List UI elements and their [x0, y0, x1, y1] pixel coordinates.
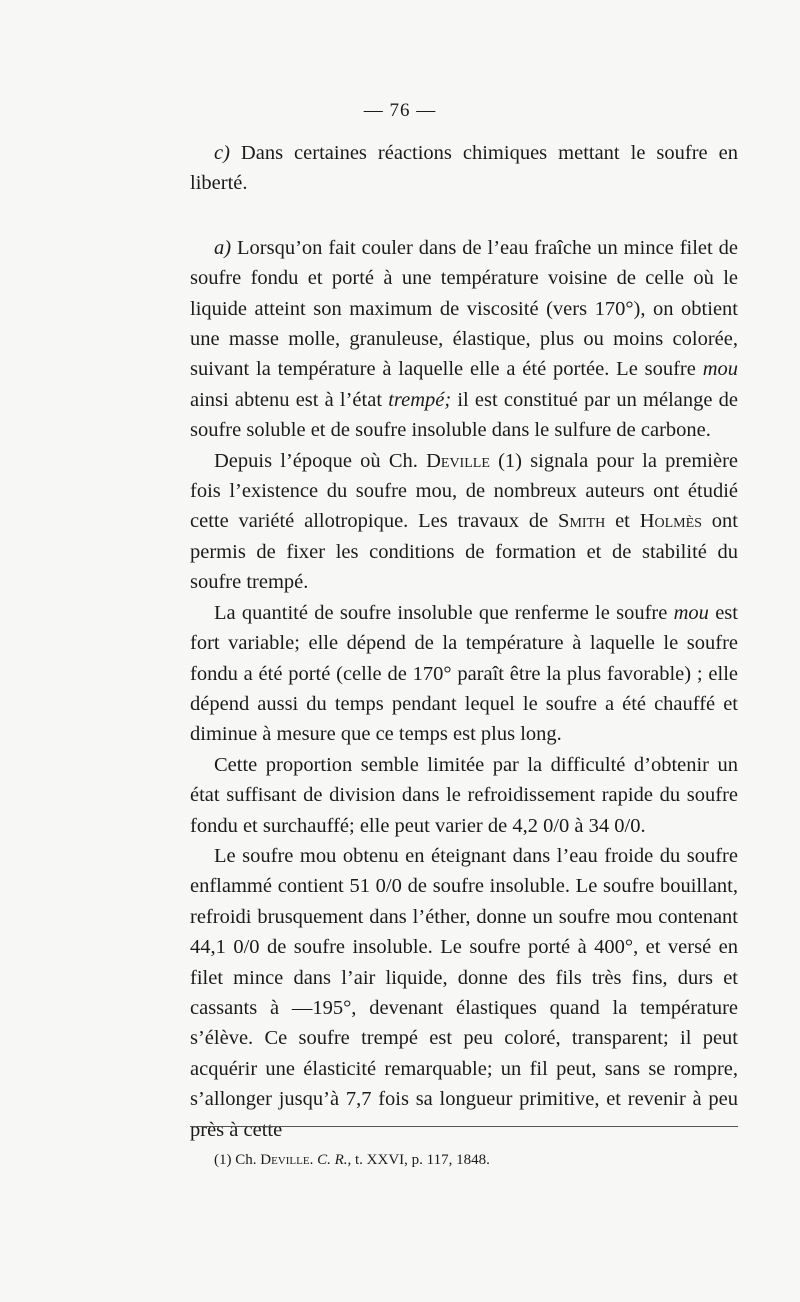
- paragraph-text: Dans certaines réactions chimiques mettant le soufre en liberté.: [190, 142, 738, 195]
- footnote-divider: [190, 1126, 738, 1127]
- paragraph-text: Cette proportion semble limitée par la difficulté d’obtenir un état suffisant de division dans le refroidissement rapide du soufre fondu et surchauffé; elle peut varier de 4,2 0/0 à 34 0/0.: [190, 753, 738, 837]
- paragraph-label: a): [214, 236, 232, 259]
- footnote-author: Deville: [260, 1152, 310, 1168]
- author-name-deville: Deville: [426, 449, 490, 472]
- paragraph-soufre-mou: [190, 841, 738, 1145]
- author-name-smith: Smith: [558, 510, 606, 533]
- emphasis-mou: mou: [673, 601, 709, 624]
- paragraph-text: est fort variable; elle dépend de la température à laquelle le soufre fondu a été porté (celle de 170° paraît être la plus favorable) ; elle dépend aussi du temps pendant lequel le soufre a été chauffé et diminue à mesure que ce temps est plus long.: [190, 601, 738, 746]
- paragraph-c: [190, 138, 738, 199]
- footnote-text: , t. XXVI, p. 117, 1848.: [347, 1152, 490, 1168]
- author-name-holmes: Holmès: [639, 510, 702, 533]
- paragraph-text: ainsi abtenu est à l’état: [190, 388, 389, 411]
- body-text: [190, 138, 738, 1145]
- paragraph-label: c): [214, 142, 230, 164]
- paragraph-text: La quantité de soufre insoluble que renferme le soufre: [214, 601, 674, 624]
- paragraph-text: Le soufre mou obtenu en éteignant dans l’eau froide du soufre enflammé contient 51 0/0 de soufre insoluble. Le soufre bouillant, refroidi brusquement dans l’éther, donne un soufre mou contenant 44,1 0/0 de soufre insoluble. Le soufre porté à 400°, et versé en filet mince dans l’air liquide, donne des fils très fins, durs et cassants à —195°, devenant élastiques quand la température s’élève. Ce soufre trempé est peu coloré, transparent; il peut acquérir une élasticité remarquable; un fil peut, sans se rompre, s’allonger jusqu’à 7,7 fois sa longueur primitive, et revenir à peu près à cette: [190, 844, 738, 1141]
- page-number: — 76 —: [363, 100, 437, 121]
- paragraph-text: (1) signala pour la première fois l’existence du soufre mou, de nombreux auteurs ont étudié cette variété allotropique. Les travaux de: [190, 449, 738, 533]
- footnote-text: .: [309, 1152, 318, 1168]
- paragraph-a: [190, 233, 738, 446]
- paragraph-quantite: [190, 598, 738, 750]
- footnote-text: (1) Ch.: [214, 1152, 261, 1168]
- paragraph-text: Depuis l’époque où Ch.: [214, 449, 427, 472]
- footnote: [214, 1150, 734, 1170]
- paragraph-text: Lorsqu’on fait couler dans de l’eau fraîche un mince filet de soufre fondu et porté à une température voisine de celle où le liquide atteint son maximum de viscosité (vers 170°), on obtient une masse molle, granuleuse, élastique, plus ou moins colorée, suivant la température à laquelle elle a été portée. Le soufre: [190, 236, 738, 381]
- paragraph-text: et: [605, 510, 640, 533]
- emphasis-mou: mou: [702, 358, 738, 381]
- paragraph-deville: [190, 446, 738, 598]
- paragraph-text: il est constitué par un mélange de soufre soluble et de soufre insoluble dans le sulfure de carbone.: [190, 388, 739, 442]
- paragraph-text: ont permis de fixer les conditions de formation et de stabilité du soufre trempé.: [190, 510, 738, 594]
- footnote-source: C. R.: [317, 1152, 348, 1168]
- paragraph-proportion: [190, 750, 738, 841]
- emphasis-trempe: trempé;: [388, 388, 452, 411]
